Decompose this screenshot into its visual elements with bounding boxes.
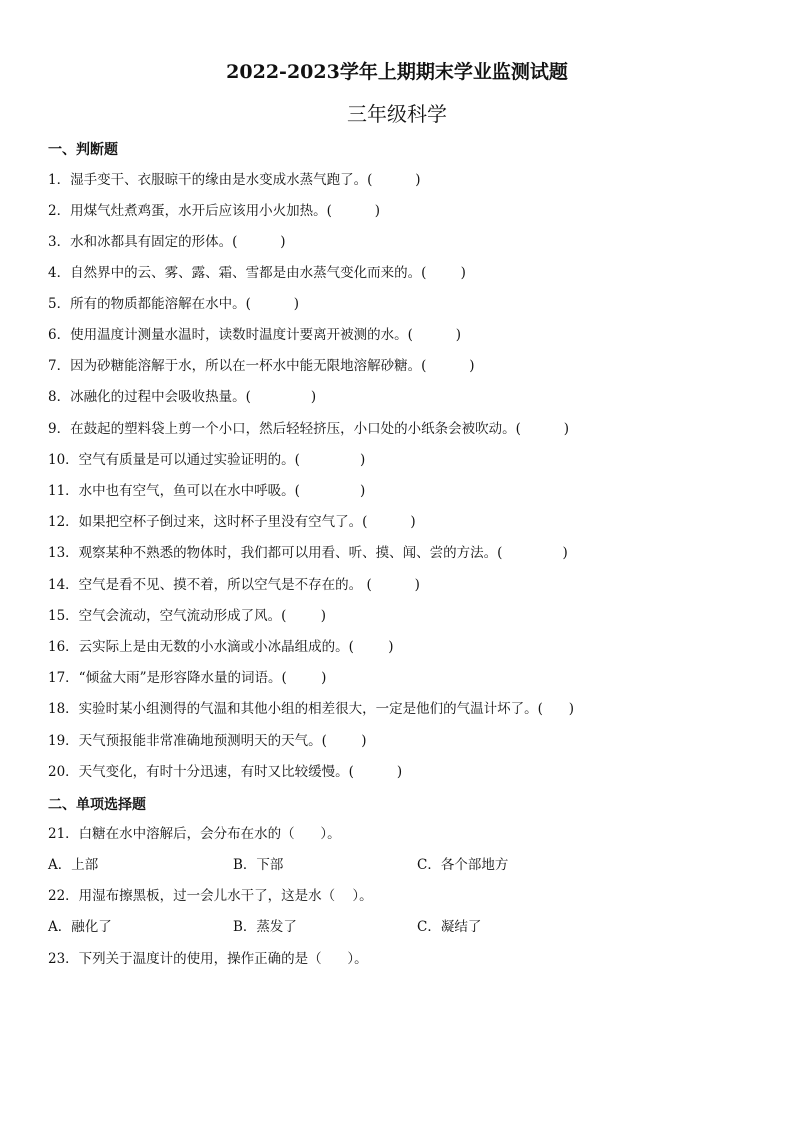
question-2: 2．用煤气灶煮鸡蛋，水开后应该用小火加热。( ) bbox=[48, 203, 381, 219]
question-21: 21．白糖在水中溶解后，会分布在水的（ ）。 bbox=[48, 826, 341, 842]
question-12: 12．如果把空杯子倒过来，这时杯子里没有空气了。( ) bbox=[48, 514, 416, 530]
question-21-option-c: C．各个部地方 bbox=[417, 857, 509, 873]
question-22-option-b: B．蒸发了 bbox=[233, 919, 297, 935]
question-1: 1．湿手变干、衣服晾干的缘由是水变成水蒸气跑了。( ) bbox=[48, 172, 421, 188]
question-6: 6．使用温度计测量水温时，读数时温度计要离开被测的水。( ) bbox=[48, 327, 462, 343]
question-7: 7．因为砂糖能溶解于水，所以在一杯水中能无限地溶解砂糖。( ) bbox=[48, 358, 475, 374]
question-8: 8．冰融化的过程中会吸收热量。( ) bbox=[48, 389, 317, 405]
question-19: 19．天气预报能非常准确地预测明天的天气。( ) bbox=[48, 733, 367, 749]
question-23: 23．下列关于温度计的使用，操作正确的是（ ）。 bbox=[48, 951, 368, 967]
question-13: 13．观察某种不熟悉的物体时，我们都可以用看、听、摸、闻、尝的方法。( ) bbox=[48, 545, 568, 561]
exam-title: 2022-2023学年上期期末学业监测试题 bbox=[226, 61, 568, 83]
question-9: 9．在鼓起的塑料袋上剪一个小口，然后轻轻挤压，小口处的小纸条会被吹动。( ) bbox=[48, 421, 570, 437]
question-14: 14．空气是看不见、摸不着，所以空气是不存在的。 ( ) bbox=[48, 577, 420, 593]
question-22-option-c: C．凝结了 bbox=[417, 919, 482, 935]
question-20: 20．天气变化，有时十分迅速，有时又比较缓慢。( ) bbox=[48, 764, 403, 780]
question-21-option-b: B．下部 bbox=[233, 857, 284, 873]
question-11: 11．水中也有空气，鱼可以在水中呼吸。( ) bbox=[48, 483, 366, 499]
question-10: 10．空气有质量是可以通过实验证明的。( ) bbox=[48, 452, 366, 468]
question-18: 18．实验时某小组测得的气温和其他小组的相差很大，一定是他们的气温计坏了。( ) bbox=[48, 701, 574, 717]
question-3: 3．水和冰都具有固定的形体。( ) bbox=[48, 234, 286, 250]
question-17: 17．“倾盆大雨”是形容降水量的词语。( ) bbox=[48, 670, 327, 686]
exam-subtitle: 三年级科学 bbox=[347, 102, 447, 126]
section-heading-single-choice: 二、单项选择题 bbox=[48, 797, 146, 813]
question-5: 5．所有的物质都能溶解在水中。( ) bbox=[48, 296, 300, 312]
question-22-option-a: A．融化了 bbox=[48, 919, 112, 935]
question-22: 22．用湿布擦黑板，过一会儿水干了，这是水（ ）。 bbox=[48, 888, 373, 904]
question-4: 4．自然界中的云、雾、露、霜、雪都是由水蒸气变化而来的。( ) bbox=[48, 265, 466, 281]
section-heading-true-false: 一、判断题 bbox=[48, 142, 118, 158]
question-16: 16．云实际上是由无数的小水滴或小冰晶组成的。( ) bbox=[48, 639, 394, 655]
question-15: 15．空气会流动，空气流动形成了风。( ) bbox=[48, 608, 327, 624]
question-21-option-a: A．上部 bbox=[48, 857, 99, 873]
